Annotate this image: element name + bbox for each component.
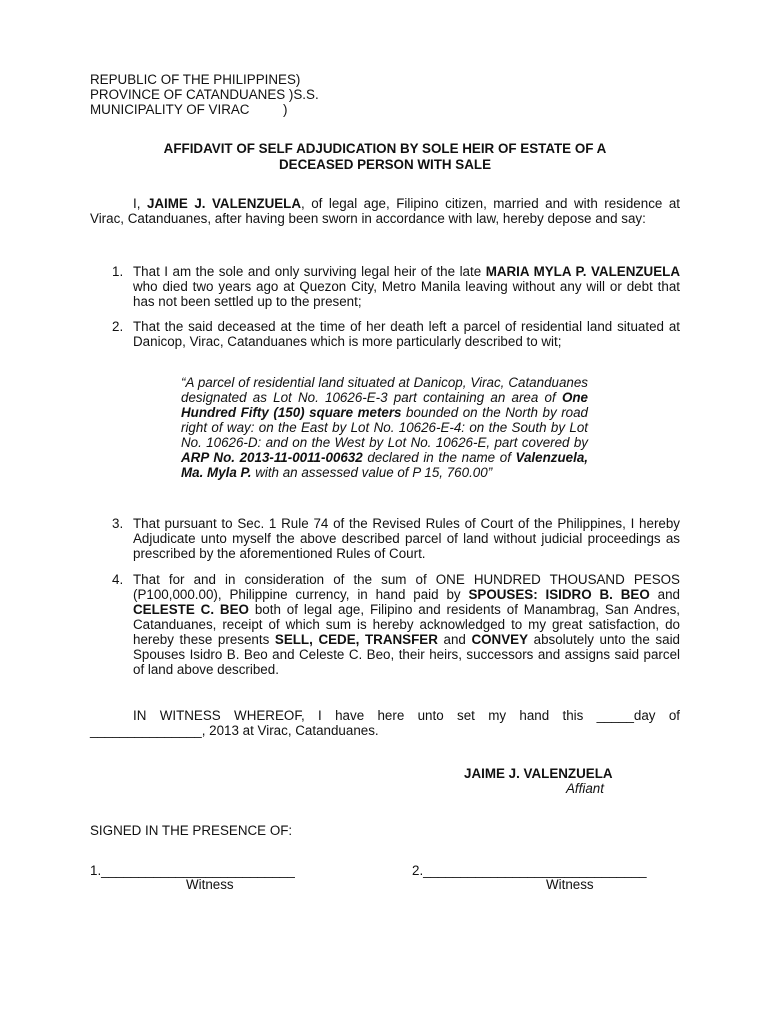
buyer-celeste: CELESTE C. BEO (133, 602, 249, 617)
quote-text: declared in the name of (362, 450, 516, 465)
witness-1-line: 1.__________________________ (90, 863, 295, 878)
title-line-2: DECEASED PERSON WITH SALE (278, 156, 492, 172)
witness-2-label: Witness (546, 877, 594, 892)
intro-paragraph (90, 196, 680, 226)
item-text: absolutely unto the said Spouses Isidro B. Beo and Celeste C. Beo, their heirs, successors and assigns said parcel of land above described. (133, 632, 680, 677)
quote-owner: Valenzuela, Ma. Myla P. (181, 450, 588, 480)
item-text: That the said deceased at the time of her death left a parcel of residential land situated at Danicop, Virac, Catanduanes which is more particularly described to wit; (133, 319, 680, 349)
document-title (90, 141, 680, 172)
quote-arp: ARP No. 2013-11-0011-00632 (181, 450, 363, 465)
item-number: 2. (112, 319, 124, 334)
property-description-quote (181, 375, 588, 480)
list-item-1 (90, 264, 680, 309)
witness-whereof-text: IN WITNESS WHEREOF, I have here unto set my hand this _____day of _______________, 2013 at Virac, Catanduanes. (90, 708, 680, 738)
item-text-cont: who died two years ago at Quezon City, Metro Manila leaving without any will or debt that has not been settled up to the present; (133, 279, 680, 309)
affiant-label: Affiant (566, 781, 604, 796)
title-line-1: AFFIDAVIT OF SELF ADJUDICATION BY SOLE HEIR OF ESTATE OF A (163, 141, 607, 156)
affiant-signature-name: JAIME J. VALENZUELA (464, 766, 613, 781)
venue-block (90, 72, 319, 117)
witness-2-line: 2.______________________________ (412, 863, 647, 878)
witness-1-label: Witness (186, 877, 234, 892)
list-item-3 (90, 516, 680, 561)
list-item-2 (90, 319, 680, 349)
affiant-name-inline: JAIME J. VALENZUELA (146, 196, 302, 211)
sale-terms: SELL, CEDE, TRANSFER (274, 632, 438, 647)
quote-text: “A parcel of residential land situated at Danicop, Virac, Catanduanes designated as Lot No. 10626-E-3 part containing an area of (181, 375, 588, 405)
deceased-name: MARIA MYLA P. VALENZUELA (485, 264, 680, 279)
item-text: That I am the sole and only surviving legal heir of the late (133, 264, 486, 279)
item-text: both of legal age, Filipino and residents of Manambrag, San Andres, Catanduanes, receipt of which sum is hereby acknowledged to my great satisfaction, do hereby these presents (133, 602, 680, 647)
list-item-4 (90, 572, 680, 677)
venue-republic: REPUBLIC OF THE PHILIPPINES) (90, 72, 301, 87)
quote-text: bounded on the North by road right of way: on the East by Lot No. 10626-E-4: on the South by Lot No. 10626-D: and on the West by Lot No. 10626-E, part covered by (181, 405, 588, 450)
venue-province: PROVINCE OF CATANDUANES )S.S. (90, 87, 319, 102)
item-number: 3. (112, 516, 124, 531)
sale-terms-convey: CONVEY (471, 632, 529, 647)
item-number: 1. (112, 264, 124, 279)
item-number: 4. (112, 572, 124, 587)
witness-whereof-paragraph (90, 708, 680, 738)
item-text: That for and in consideration of the sum of ONE HUNDRED THOUSAND PESOS (P100,000.00), Philippine currency, in hand paid by (133, 572, 680, 602)
intro-pre: I, (133, 196, 147, 211)
intro-post: , of legal age, Filipino citizen, married and with residence at Virac, Catanduanes, after having been sworn in accordance with law, hereby depose and say: (90, 196, 680, 226)
signed-in-presence: SIGNED IN THE PRESENCE OF: (90, 823, 293, 838)
buyer-isidro: SPOUSES: ISIDRO B. BEO (468, 587, 650, 602)
quote-text: with an assessed value of P 15, 760.00” (251, 465, 493, 480)
item-text: and (437, 632, 472, 647)
venue-municipality: MUNICIPALITY OF VIRAC ) (90, 102, 288, 117)
item-text: and (649, 587, 681, 602)
item-text: That pursuant to Sec. 1 Rule 74 of the Revised Rules of Court of the Philippines, I hereby Adjudicate unto myself the above described parcel of land without judicial proceedings as prescribed by the aforementioned Rules of Court. (133, 516, 680, 561)
quote-area: One Hundred Fifty (150) square meters (181, 390, 588, 420)
